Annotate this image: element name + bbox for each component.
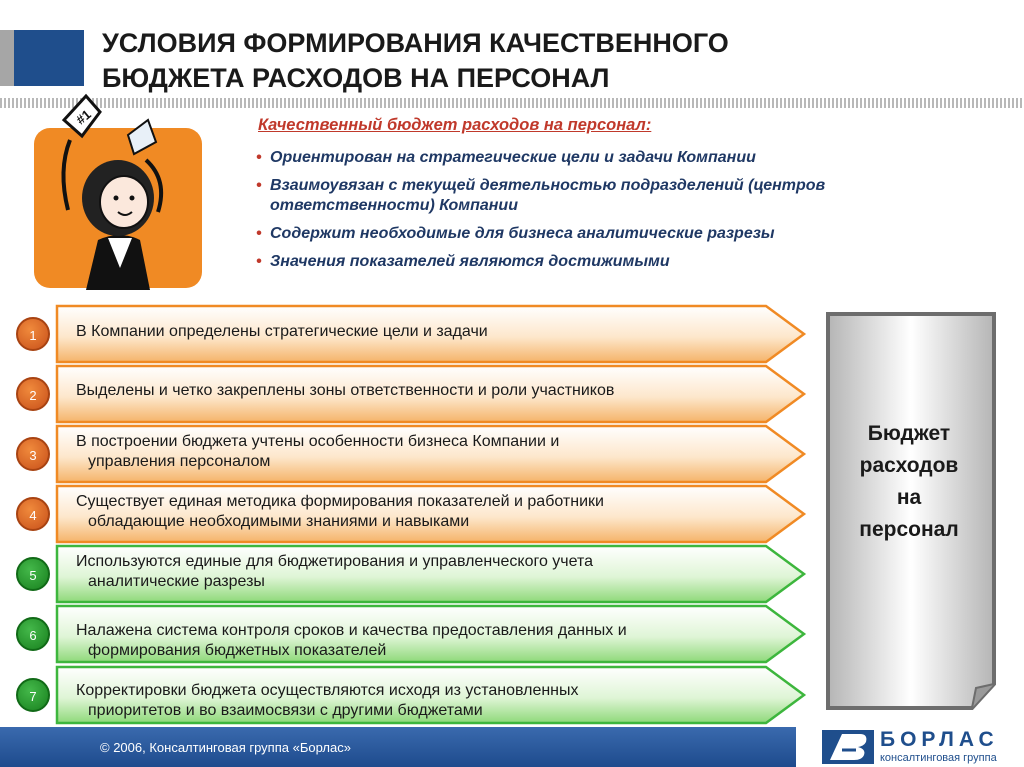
title-line-2: БЮДЖЕТА РАСХОДОВ НА ПЕРСОНАЛ xyxy=(102,63,610,93)
quality-item-text: Значения показателей являются достижимыми xyxy=(270,253,670,270)
svg-text:#1: #1 xyxy=(73,106,94,128)
copyright-text: © 2006, Консалтинговая группа «Борлас» xyxy=(100,740,351,755)
condition-text-3 xyxy=(76,432,736,472)
condition-line: приоритетов и во взаимосвязи с другими бюджетами xyxy=(88,702,483,719)
bullet-icon: • xyxy=(256,177,262,194)
bullet-icon: • xyxy=(256,225,262,242)
bullet-icon: • xyxy=(256,253,262,270)
budget-label-line: персонал xyxy=(859,518,959,541)
condition-line: Существует единая методика формирования показателей и работники xyxy=(76,493,604,510)
condition-line: Выделены и четко закреплены зоны ответственности и роли участников xyxy=(76,382,615,399)
condition-line: В Компании определены стратегические цели и задачи xyxy=(76,323,488,340)
logo-subtitle: консалтинговая группа xyxy=(880,752,997,764)
quality-item-text: Содержит необходимые для бизнеса аналитические разрезы xyxy=(270,225,775,242)
quality-item-text: Взаимоувязан с текущей деятельностью подразделений (центров ответственности) Компании xyxy=(270,177,826,214)
step-number-2: 2 xyxy=(16,377,50,411)
step-number-6: 6 xyxy=(16,617,50,651)
condition-text-5 xyxy=(76,552,736,592)
condition-line: Используются единые для бюджетирования и управленческого учета xyxy=(76,553,594,570)
step-number-1: 1 xyxy=(16,317,50,351)
logo-name: БОРЛАС xyxy=(880,728,999,751)
condition-line: В построении бюджета учтены особенности бизнеса Компании и xyxy=(76,433,560,450)
step-number-4: 4 xyxy=(16,497,50,531)
step-number-5: 5 xyxy=(16,557,50,591)
budget-label-line: расходов xyxy=(859,454,959,477)
condition-line: аналитические разрезы xyxy=(88,573,265,590)
condition-line: Налажена система контроля сроков и качества предоставления данных и xyxy=(76,622,627,639)
condition-text-6 xyxy=(76,621,736,661)
quality-item-text: Ориентирован на стратегические цели и задачи Компании xyxy=(270,149,756,166)
budget-label-line: на xyxy=(896,486,922,509)
condition-line: формирования бюджетных показателей xyxy=(88,642,387,659)
budget-label-line: Бюджет xyxy=(867,422,951,445)
condition-text-2 xyxy=(76,381,736,401)
step-number-3: 3 xyxy=(16,437,50,471)
condition-text-7 xyxy=(76,681,736,721)
bullet-icon: • xyxy=(256,149,262,166)
condition-text-1 xyxy=(76,322,736,342)
step-number-7: 7 xyxy=(16,678,50,712)
condition-line: обладающие необходимыми знаниями и навыками xyxy=(88,513,470,530)
condition-text-4 xyxy=(76,492,736,532)
footer-bar xyxy=(0,727,796,767)
budget-label xyxy=(826,418,992,546)
condition-line: Корректировки бюджета осуществляются исходя из установленных xyxy=(76,682,579,699)
condition-line: управления персоналом xyxy=(88,453,271,470)
quality-heading: Качественный бюджет расходов на персонал: xyxy=(258,116,652,134)
title-line-1: УСЛОВИЯ ФОРМИРОВАНИЯ КАЧЕСТВЕННОГО xyxy=(102,28,729,58)
